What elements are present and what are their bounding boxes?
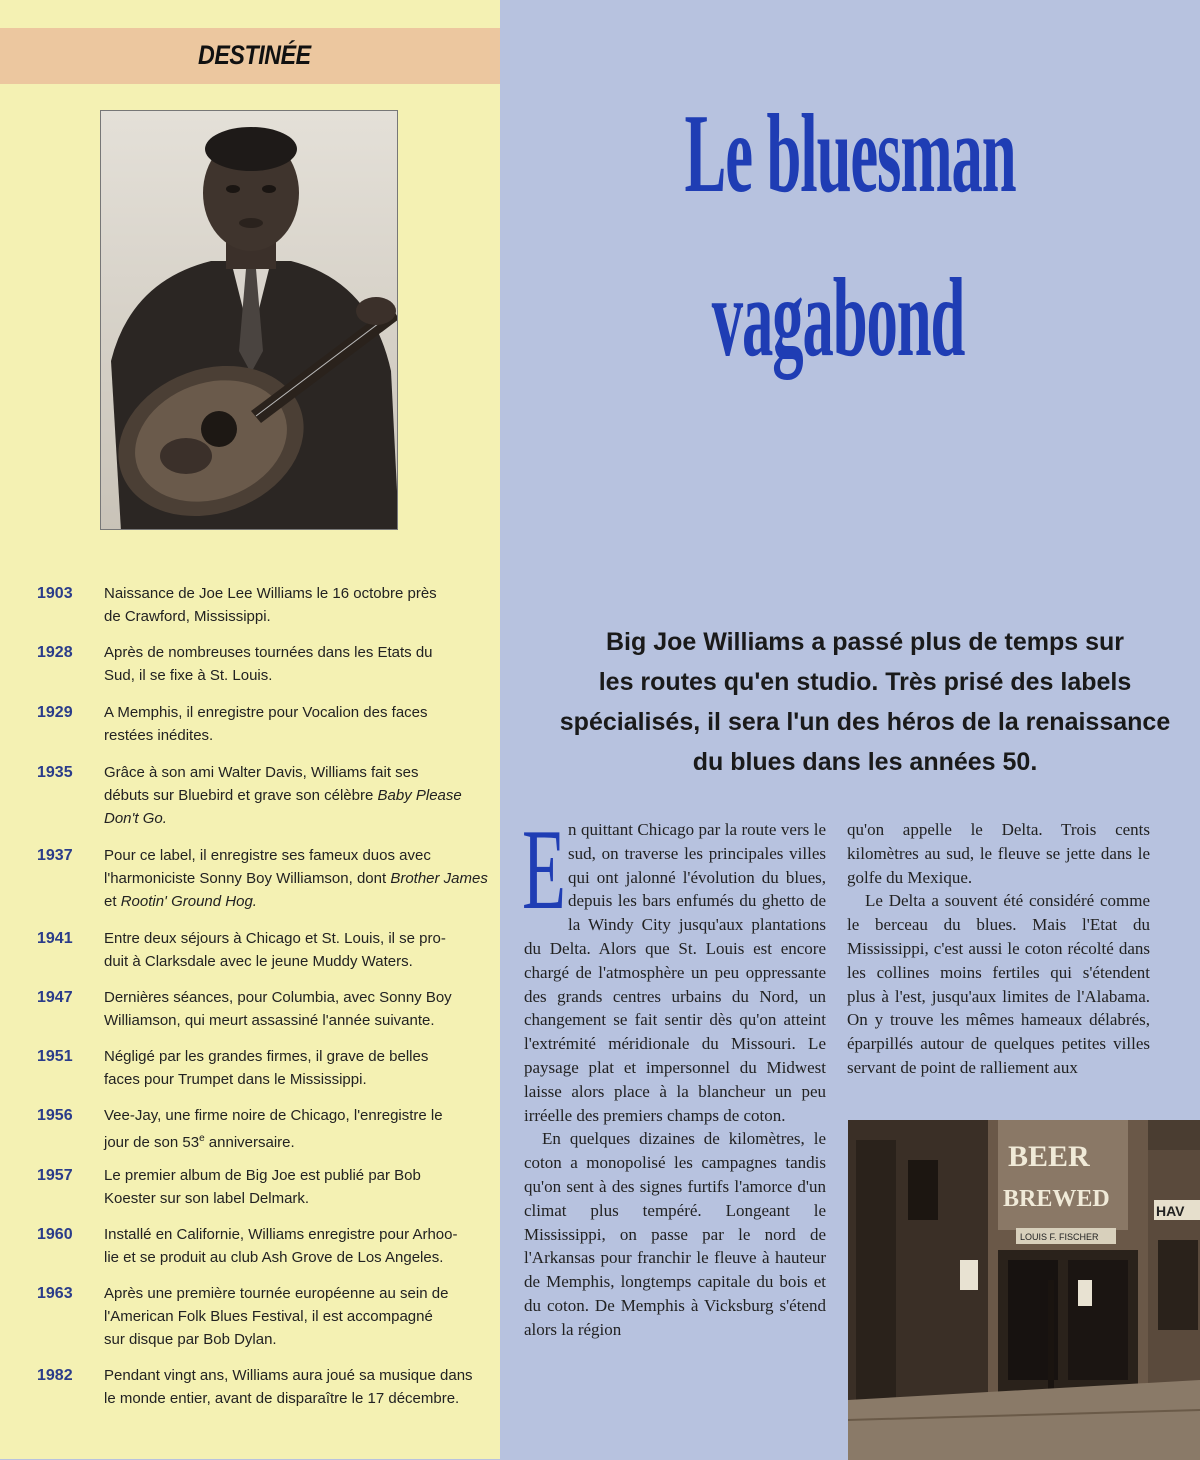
timeline-text: Dernières séances, pour Columbia, avec Sonny Boy Williamson, qui meurt assassiné l'année suivante. [104, 989, 452, 1029]
timeline-text: Entre deux séjours à Chicago et St. Louis, il se pro- duit à Clarksdale avec le jeune Muddy Waters. [104, 930, 446, 970]
timeline-year: 1982 [37, 1367, 73, 1384]
street-photo [848, 1120, 1200, 1460]
lead-paragraph: Big Joe Williams a passé plus de temps sur les routes qu'en studio. Très prisé des labels spécialisés, il sera l'un des héros de la renaissance du blues dans les années 50. [559, 628, 1171, 776]
timeline-year: 1956 [37, 1107, 73, 1124]
timeline-year: 1951 [37, 1048, 73, 1065]
timeline-year: 1947 [37, 989, 73, 1006]
timeline-year: 1963 [37, 1285, 73, 1302]
timeline-text: A Memphis, il enregistre pour Vocalion des faces restées inédites. [104, 704, 428, 744]
article-paragraph: En quittant Chicago par la route vers le sud, on traverse les principales villes qui ont jalonné l'évolution du blues, depuis les bars enfumés du ghetto de la Windy City jusqu'aux plantations du Delta. Alors que St. Louis est encore chargé de l'atmosphère un peu oppressante des grands centres urbains du Nord, un changement se fait sentir dès qu'on atteint l'extrémité méridionale du Missouri. Le paysage plat et impersonnel du Midwest laisse alors place à la blancheur un peu irréelle des premiers champs de coton. [522, 806, 826, 1125]
sign-beer: BEER [1008, 1140, 1090, 1173]
sign-fischer: LOUIS F. FISCHER [1020, 1232, 1099, 1242]
portrait-photo-icon [101, 111, 398, 530]
article-title-line-2: vagabond [711, 256, 965, 380]
timeline-text: Grâce à son ami Walter Davis, Williams fait ses débuts sur Bluebird et grave son célèbre Baby Please Don't Go. [104, 764, 462, 827]
timeline-year: 1937 [37, 847, 73, 864]
timeline-text: Vee-Jay, une firme noire de Chicago, l'enregistre le jour de son 53e anniversaire. [104, 1107, 443, 1151]
article-paragraph: qu'on appelle le Delta. Trois cents kilomètres au sud, le fleuve se jette dans le golfe du Mexique. [847, 820, 1150, 887]
street-scene-icon [848, 1120, 1200, 1460]
timeline-text: Pendant vingt ans, Williams aura joué sa musique dans le monde entier, avant de disparaître le 17 décembre. [104, 1367, 473, 1407]
article-column-2 [847, 818, 1150, 1080]
drop-cap: E [522, 806, 566, 934]
sign-hav: HAV [1156, 1203, 1185, 1219]
timeline-year: 1960 [37, 1226, 73, 1243]
article-paragraph: Le Delta a souvent été considéré comme le berceau du blues. Mais l'Etat du Mississippi, c'est aussi le coton récolté dans les collines moins fertiles qui s'étendent plus à l'est, jusqu'aux limites de l'Alabama. On y trouve les mêmes hameaux délabrés, éparpillés autour de quelques petites villes servant de point de ralliement aux [847, 891, 1150, 1077]
timeline-text: Pour ce label, il enregistre ses fameux duos avec l'harmoniciste Sonny Boy Williamson, dont Brother James et Rootin' Ground Hog. [104, 847, 488, 910]
sign-brewed: BREWED [1003, 1186, 1110, 1212]
article-paragraph: En quelques dizaines de kilomètres, le coton a monopolisé les campagnes tandis qu'on sent à des signes furtifs l'amorce d'un climat plus tempéré. Longeant le Mississippi, on passe par le nord de l'Arkansas pour franchir le fleuve à hauteur de Memphis, longtemps capitale du bois et du coton. De Memphis à Vicksburg s'étend alors la région [524, 1129, 826, 1339]
article-panel [500, 0, 1200, 1459]
timeline-text: Le premier album de Big Joe est publié par Bob Koester sur son label Delmark. [104, 1167, 421, 1207]
timeline-year: 1928 [37, 644, 73, 661]
timeline-year: 1935 [37, 764, 73, 781]
article-column-1 [522, 806, 826, 1342]
timeline-year: 1957 [37, 1167, 73, 1184]
timeline-year: 1941 [37, 930, 73, 947]
timeline-year: 1929 [37, 704, 73, 721]
timeline-text: Après une première tournée européenne au sein de l'American Folk Blues Festival, il est accompagné sur disque par Bob Dylan. [104, 1285, 449, 1348]
section-label: DESTINÉE [198, 40, 311, 70]
article-title-line-1: Le bluesman [684, 92, 1016, 216]
timeline-panel [0, 0, 500, 1459]
timeline-text: Naissance de Joe Lee Williams le 16 octobre près de Crawford, Mississippi. [104, 585, 437, 625]
timeline-text: Installé en Californie, Williams enregistre pour Arhoo- lie et se produit au club Ash Grove de Los Angeles. [104, 1226, 458, 1266]
timeline-year: 1903 [37, 585, 73, 602]
timeline-text: Négligé par les grandes firmes, il grave de belles faces pour Trumpet dans le Mississippi. [104, 1048, 429, 1088]
timeline-text: Après de nombreuses tournées dans les Etats du Sud, il se fixe à St. Louis. [104, 644, 433, 684]
portrait-photo [100, 110, 398, 530]
